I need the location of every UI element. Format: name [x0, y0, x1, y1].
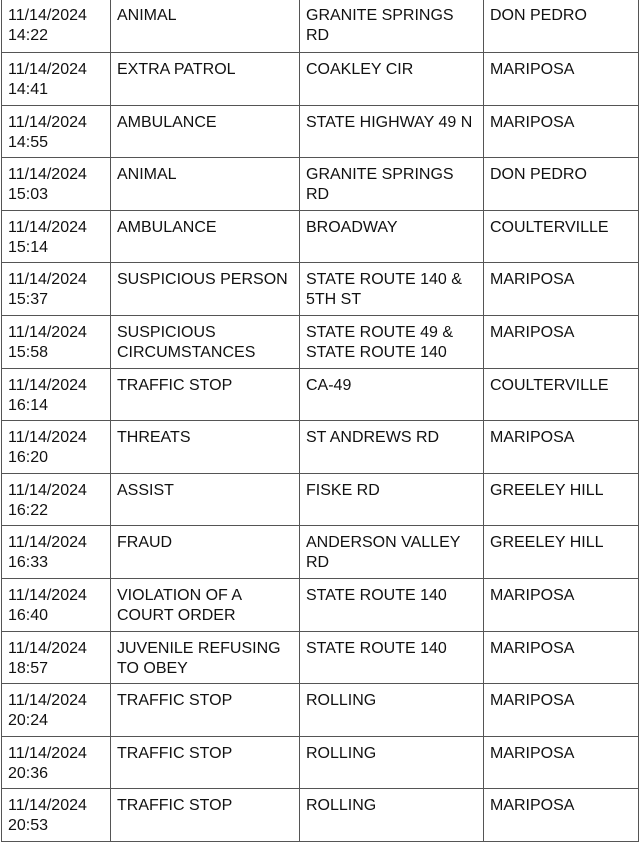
location-cell: GRANITE SPRINGS RD	[300, 158, 484, 211]
incident-type-cell: SUSPICIOUS CIRCUMSTANCES	[111, 316, 300, 369]
table-row	[2, 263, 639, 316]
incident-type-cell: TRAFFIC STOP	[111, 368, 300, 421]
location-cell: ST ANDREWS RD	[300, 421, 484, 474]
table-row	[2, 105, 639, 158]
location-cell: STATE ROUTE 140	[300, 579, 484, 632]
city-cell: MARIPOSA	[484, 105, 639, 158]
city-cell: DON PEDRO	[484, 0, 639, 53]
table-row	[2, 158, 639, 211]
incident-log-table	[1, 0, 639, 842]
incident-type-cell: SUSPICIOUS PERSON	[111, 263, 300, 316]
datetime-cell: 11/14/2024 16:14	[2, 368, 111, 421]
location-cell: COAKLEY CIR	[300, 53, 484, 106]
table-row	[2, 473, 639, 526]
table-row	[2, 579, 639, 632]
city-cell: GREELEY HILL	[484, 526, 639, 579]
table-row	[2, 736, 639, 789]
location-cell: STATE ROUTE 140 & 5TH ST	[300, 263, 484, 316]
city-cell: GREELEY HILL	[484, 473, 639, 526]
datetime-cell: 11/14/2024 20:53	[2, 789, 111, 842]
location-cell: ANDERSON VALLEY RD	[300, 526, 484, 579]
location-cell: ROLLING	[300, 736, 484, 789]
location-cell: STATE ROUTE 49 & STATE ROUTE 140	[300, 316, 484, 369]
datetime-cell: 11/14/2024 16:20	[2, 421, 111, 474]
incident-type-cell: VIOLATION OF A COURT ORDER	[111, 579, 300, 632]
city-cell: MARIPOSA	[484, 631, 639, 684]
incident-type-cell: THREATS	[111, 421, 300, 474]
datetime-cell: 11/14/2024 15:03	[2, 158, 111, 211]
datetime-cell: 11/14/2024 16:40	[2, 579, 111, 632]
incident-type-cell: TRAFFIC STOP	[111, 736, 300, 789]
incident-type-cell: FRAUD	[111, 526, 300, 579]
table-row	[2, 526, 639, 579]
datetime-cell: 11/14/2024 14:22	[2, 0, 111, 53]
table-row	[2, 421, 639, 474]
table-row	[2, 684, 639, 737]
location-cell: STATE ROUTE 140	[300, 631, 484, 684]
city-cell: MARIPOSA	[484, 316, 639, 369]
city-cell: MARIPOSA	[484, 263, 639, 316]
datetime-cell: 11/14/2024 20:24	[2, 684, 111, 737]
city-cell: MARIPOSA	[484, 579, 639, 632]
incident-type-cell: AMBULANCE	[111, 210, 300, 263]
datetime-cell: 11/14/2024 15:14	[2, 210, 111, 263]
location-cell: BROADWAY	[300, 210, 484, 263]
city-cell: DON PEDRO	[484, 158, 639, 211]
incident-type-cell: ASSIST	[111, 473, 300, 526]
incident-type-cell: ANIMAL	[111, 158, 300, 211]
incident-type-cell: TRAFFIC STOP	[111, 684, 300, 737]
datetime-cell: 11/14/2024 16:22	[2, 473, 111, 526]
location-cell: GRANITE SPRINGS RD	[300, 0, 484, 53]
incident-type-cell: JUVENILE REFUSING TO OBEY	[111, 631, 300, 684]
location-cell: ROLLING	[300, 789, 484, 842]
table-row	[2, 631, 639, 684]
city-cell: MARIPOSA	[484, 53, 639, 106]
incident-type-cell: EXTRA PATROL	[111, 53, 300, 106]
location-cell: STATE HIGHWAY 49 N	[300, 105, 484, 158]
city-cell: MARIPOSA	[484, 789, 639, 842]
incident-type-cell: AMBULANCE	[111, 105, 300, 158]
datetime-cell: 11/14/2024 18:57	[2, 631, 111, 684]
datetime-cell: 11/14/2024 15:37	[2, 263, 111, 316]
table-row	[2, 368, 639, 421]
datetime-cell: 11/14/2024 14:41	[2, 53, 111, 106]
datetime-cell: 11/14/2024 14:55	[2, 105, 111, 158]
datetime-cell: 11/14/2024 20:36	[2, 736, 111, 789]
table-row	[2, 0, 639, 53]
city-cell: MARIPOSA	[484, 421, 639, 474]
datetime-cell: 11/14/2024 15:58	[2, 316, 111, 369]
location-cell: FISKE RD	[300, 473, 484, 526]
incident-type-cell: TRAFFIC STOP	[111, 789, 300, 842]
location-cell: CA-49	[300, 368, 484, 421]
datetime-cell: 11/14/2024 16:33	[2, 526, 111, 579]
incident-type-cell: ANIMAL	[111, 0, 300, 53]
city-cell: COULTERVILLE	[484, 210, 639, 263]
table-row	[2, 210, 639, 263]
city-cell: COULTERVILLE	[484, 368, 639, 421]
table-row	[2, 789, 639, 842]
location-cell: ROLLING	[300, 684, 484, 737]
incident-log-body	[2, 0, 639, 842]
city-cell: MARIPOSA	[484, 684, 639, 737]
city-cell: MARIPOSA	[484, 736, 639, 789]
table-row	[2, 316, 639, 369]
table-row	[2, 53, 639, 106]
